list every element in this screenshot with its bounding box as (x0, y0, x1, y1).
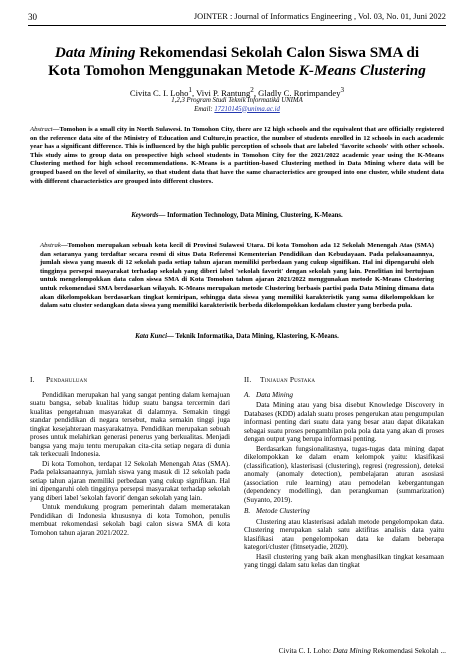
paragraph: Pendidikan merupakan hal yang sangat penting dalam kemajuan suatu bangsa, sebab kualitas hidup suatu bangsa tercermin dari kualitas pengetahuan masyarakat di dalamnya. Semakin tinggi standar pendidikan di negara tersebut, maka semakin tinggi juga tingkat kesejahteraan masyarakatnya. Pendidikan merupakan sebuah proses untuk melahirkan generasi penerus yang berkualitas. Menjadi bangsa yang maju tentu merupakan cita-cita setiap negara di dunia tak terkecuali Indonesia. (30, 390, 230, 458)
paper-title (20, 44, 454, 79)
running-footer: Civita C. I. Loho: Data Mining Rekomendasi Sekolah ... (278, 646, 446, 655)
right-column (244, 376, 444, 571)
subsection-heading-data-mining: A. Data Mining (244, 390, 293, 399)
paragraph: Di kota Tomohon, terdapat 12 Sekolah Menengah Atas (SMA). Pada pelaksanaannya, jumlah siswa yang masuk di 12 sekolah pada setiap tahun ajaran memiliki perbedaan yang cukup signifikan. Hal ini dipengaruhi oleh tingginya persepsi masyarakat terhadap sekolah yang diberi label 'sekolah favorit' dengan sekolah yang lain. (30, 459, 230, 502)
paragraph: Hasil clustering yang baik akan menghasilkan tingkat kesamaan yang tinggi dalam satu kelas dan tingkat (244, 552, 444, 569)
title-line-2: Kota Tomohon Menggunakan Metode K-Means Clustering (48, 61, 426, 79)
section-heading-intro: I. Pendahuluan (30, 375, 88, 384)
journal-name: JOINTER : Journal of Informatics Engineering , Vol. 03, No. 01, Juni 2022 (193, 12, 446, 21)
section-heading-review: II. Tinjauan Pustaka (244, 375, 316, 384)
subsection-heading-clustering: B. Metode Clustering (244, 507, 310, 515)
author-list: Civita C. I. Loho$^1$, Vivi P. Rantung$^2$, Gladly C. Rorimpandey$^3$ (129, 86, 345, 98)
email-link[interactable]: 17210145@unima.ac.id (214, 105, 280, 113)
paragraph: Untuk mendukung program pemerintah dalam memeratakan Pendidikan di Indonesia khususnya di kota Tomohon, penulis membuat rekomendasi sekolah bagi calon siswa SMA di kota Tomohon tahun ajaran 2021/2022. (30, 503, 230, 537)
left-column (30, 376, 230, 538)
affiliation: 1,2,3 Program Studi Teknik Informatika UNIMA Email: 17210145@unima.ac.id (171, 97, 303, 113)
page-number: 30 (28, 12, 37, 22)
abstract-indonesian: Abstrak—Tomohon merupakan sebuah kota kecil di Provinsi Sulawesi Utara. Di kota Tomohon ada 12 Sekolah Menengah Atas (SMA) dan setaranya yang terdaftar secara resmi di situs Data Referensi Kementerian Pendidikan dan Kebudayaan. Pada pelaksanaannya, jumlah siswa yang masuk di 12 sekolah pada setiap tahun ajaran memiliki perbedaan yang cukup signifikan. Hal ini dipengaruhi oleh tingginya persepsi masyarakat terhadap sekolah yang diberi label 'sekolah favorit' dengan sekolah yang lain. Penelitian ini bertujuan untuk mengelompokkan data calon siswa SMA di Kota Tomohon tahun ajaran 2021/2022 menggunakan metode K-Means Clustering untuk rekomendasi SMA berdasarkan wilayah. K-Means merupakan metode Clustering berbasis partisi pada Data Mining dimana data akan dikelompokkan berdasarkan tingkat kemiripan, sehingga data siswa yang memiliki karakteristik yang sama dikelompokkan ke dalam satu cluster sedangkan data siswa yang memiliki karakteristik berbeda dikelompokkan kedalam cluster yang berbeda pula. (40, 242, 434, 310)
header-rule (28, 25, 446, 26)
paragraph: Berdasarkan fungsionalitasnya, tugas-tugas data mining dapat dikelompokkan ke dalam enam kelompok yaitu: klasifikasi (classification), klasterisasi (clustering), regresi (regression), deteksi anomaly (anomaly detection), pembelajaran aturan asosiasi (association rule learning) atau pemodelan kebergantungan (dependency modelling), dan perangkuman (summarization) (Suyanto, 2019). (244, 444, 444, 504)
paragraph: Clustering atau klasterisasi adalah metode pengelompokan data. Clustering merupakan salah satu aktifitas analisis data yaitu klasifikasi atau pengelompokan data ke dalam beberapa kategori/cluster (fitnsetyadie, 2020). (244, 517, 444, 551)
kata-kunci: Kata Kunci— Teknik Informatika, Data Mining, Klastering, K-Means. (135, 333, 339, 340)
abstract-english: Abstract—Tomohon is a small city in North Sulawesi. In Tomohon City, there are 12 high schools and the equivalent that are officially registered on the reference data site of the Ministry of Education and Culture,in practice, the number of students enrolled in 12 schools in each academic year has a significant difference. This is influenced by the high public perception of schools that are labeled 'favorite schools' with other schools. This study aims to group data on prospective high school students in Tomohon City for the 2021/2022 academic year using the K-Means Clustering method for high school recommendations. K-Means is a partition-based Clustering method in Data Mining where data will be grouped based on the level of similarity, so that student data that have the same characteristics are grouped into one cluster, while student data with different characteristics are grouped into different clusters. (30, 126, 444, 185)
running-header (28, 12, 446, 24)
keywords: Keywords— Information Technology, Data Mining, Clustering, K-Means. (131, 212, 343, 219)
paragraph: Data Mining atau yang bisa disebut Knowledge Discovery in Databases (KDD) adalah suatu proses pengerukan atau pengumpulan informasi penting dari suatu data yang besar atau dapat dikatakan sebagai suatu proses pengambilan pola pola data yang akan di proses dengan output yang berupa informasi penting. (244, 401, 444, 443)
title-line-1: Data Mining Rekomendasi Sekolah Calon Siswa SMA di (54, 44, 420, 61)
